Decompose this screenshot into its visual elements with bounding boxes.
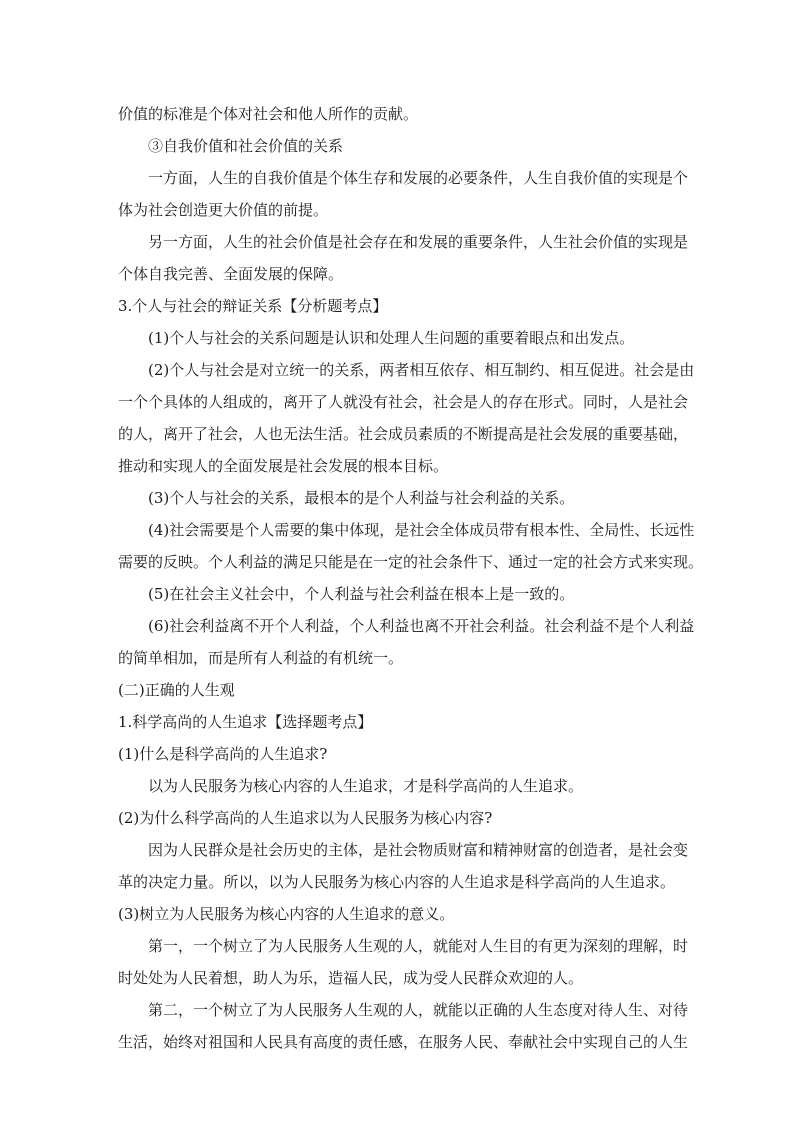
text-line: 以为人民服务为核心内容的人生追求，才是科学高尚的人生追求。 bbox=[148, 777, 584, 795]
text-line: 推动和实现人的全面发展是社会发展的根本目标。 bbox=[118, 457, 449, 475]
text-line: 一个个具体的人组成的，离开了人就没有社会，社会是人的存在形式。同时，人是社会 bbox=[118, 393, 689, 411]
section-heading: 3.个人与社会的辩证关系【分析题考点】 bbox=[118, 297, 388, 315]
question-heading: (3)树立为人民服务为核心内容的人生追求的意义。 bbox=[118, 905, 455, 923]
text-line: 第一，一个树立了为人民服务人生观的人，就能对人生目的有更为深刻的理解，时 bbox=[148, 937, 689, 955]
text-line: 需要的反映。个人利益的满足只能是在一定的社会条件下、通过一定的社会方式来实现。 bbox=[118, 553, 704, 571]
text-line: 因为人民群众是社会历史的主体，是社会物质财富和精神财富的创造者，是社会变 bbox=[148, 841, 689, 859]
text-line: 另一方面，人生的社会价值是社会存在和发展的重要条件，人生社会价值的实现是 bbox=[148, 233, 689, 251]
text-line: 第二，一个树立了为人民服务人生观的人，就能以正确的人生态度对待人生、对待 bbox=[148, 1001, 689, 1019]
text-line: 生活，始终对祖国和人民具有高度的责任感，在服务人民、奉献社会中实现自己的人生 bbox=[118, 1033, 689, 1051]
text-line: 的简单相加，而是所有人利益的有机统一。 bbox=[118, 649, 404, 667]
text-line: 的人，离开了社会，人也无法生活。社会成员素质的不断提高是社会发展的重要基础， bbox=[118, 425, 689, 443]
text-line: (5)在社会主义社会中，个人利益与社会利益在根本上是一致的。 bbox=[148, 585, 575, 603]
subsection-heading: ③自我价值和社会价值的关系 bbox=[148, 137, 344, 155]
question-heading: (2)为什么科学高尚的人生追求以为人民服务为核心内容? bbox=[118, 809, 493, 827]
text-line: 一方面，人生的自我价值是个体生存和发展的必要条件，人生自我价值的实现是个 bbox=[148, 169, 689, 187]
text-line: (2)个人与社会是对立统一的关系，两者相互依存、相互制约、相互促进。社会是由 bbox=[148, 361, 695, 379]
text-line: (6)社会利益离不开个人利益，个人利益也离不开社会利益。社会利益不是个人利益 bbox=[148, 617, 695, 635]
text-line: 价值的标准是个体对社会和他人所作的贡献。 bbox=[118, 105, 419, 123]
text-line: 时处处为人民着想，助人为乐，造福人民，成为受人民群众欢迎的人。 bbox=[118, 969, 584, 987]
text-line: (1)个人与社会的关系问题是认识和处理人生问题的重要着眼点和出发点。 bbox=[148, 329, 635, 347]
section-heading: (二)正确的人生观 bbox=[118, 681, 235, 699]
text-line: 体为社会创造更大价值的前提。 bbox=[118, 201, 329, 219]
text-line: (3)个人与社会的关系，最根本的是个人利益与社会利益的关系。 bbox=[148, 489, 575, 507]
section-heading: 1.科学高尚的人生追求【选择题考点】 bbox=[118, 713, 373, 731]
text-line: 革的决定力量。所以，以为人民服务为核心内容的人生追求是科学高尚的人生追求。 bbox=[118, 873, 675, 891]
text-line: (4)社会需要是个人需要的集中体现，是社会全体成员带有根本性、全局性、长远性 bbox=[148, 521, 695, 539]
text-line: 个体自我完善、全面发展的保障。 bbox=[118, 265, 344, 283]
question-heading: (1)什么是科学高尚的人生追求? bbox=[118, 745, 328, 763]
